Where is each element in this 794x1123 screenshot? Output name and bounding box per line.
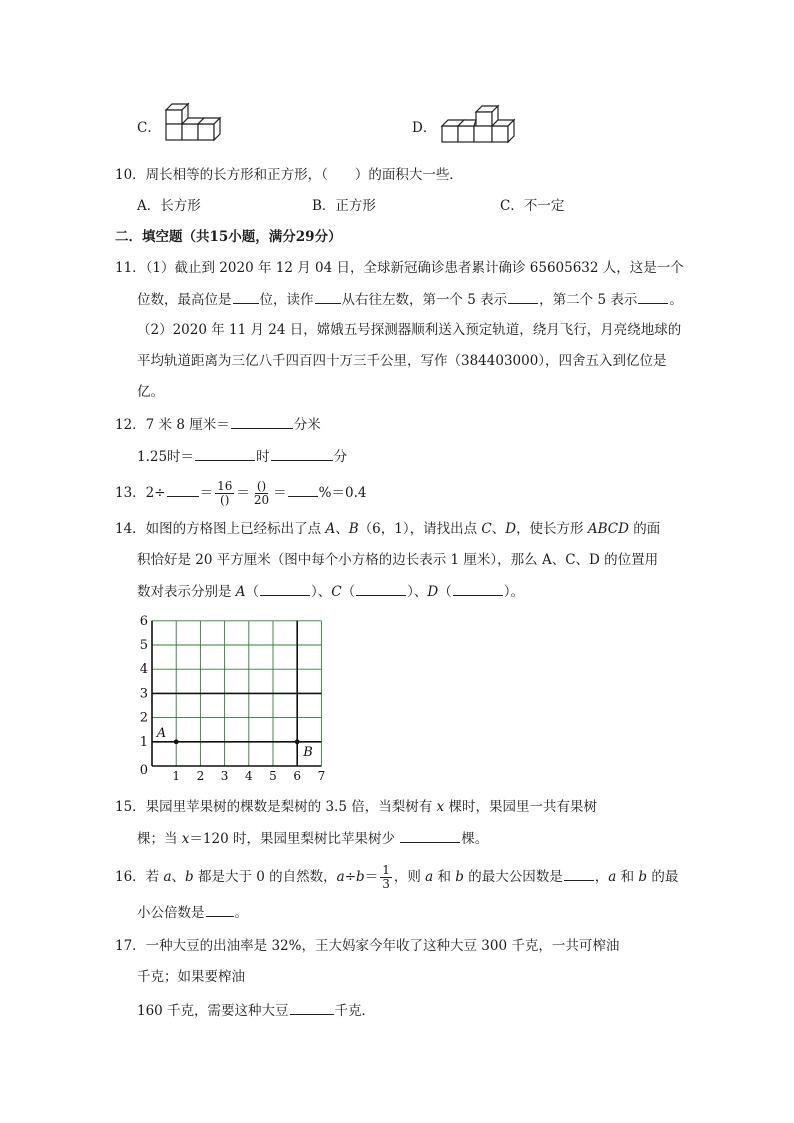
q10-option-a: A．长方形 <box>137 198 201 214</box>
x-tick-label: 6 <box>293 769 302 783</box>
q13-line: 13．2÷ ＝ $\frac{16}{()}$ ＝ $\frac{()}{20}$ ＝ %＝0.4 <box>115 479 367 507</box>
q10-option-b: B．正方形 <box>312 198 376 214</box>
x-tick-label: 2 <box>196 769 205 783</box>
q17-line-2: 千克；如果要榨油 <box>137 969 245 985</box>
x-tick-label: 5 <box>269 769 277 783</box>
y-tick-label: 3 <box>139 686 148 702</box>
x-tick-label: 3 <box>220 769 229 783</box>
pointB-label: B <box>303 744 313 760</box>
q10-option-c: C．不一定 <box>500 198 565 214</box>
x-tick-label: 7 <box>317 769 326 783</box>
q16-line-1: 16．若 a、b 都是大于 0 的自然数，a÷b＝ $\frac{1}{3}$ ，则 a 和 b 的最大公因数是 ，a 和 b 的最 <box>115 863 679 891</box>
cube-figure-d <box>438 100 522 152</box>
y-tick-label: 0 <box>139 763 148 778</box>
fraction-blank-over-20: $\frac{()}{20}$ <box>253 479 270 507</box>
q11-line-2: 位数，最高位是 位，读作 从右往左数，第一个 5 表示 ，第二个 5 表示 。 <box>137 289 683 310</box>
q14-line-1: 14．如图的方格图上已经标出了点 A、B（6，1），请找出点 C、D，使长方形 ABCD 的面 <box>115 521 661 537</box>
q17-line-3: 160 千克，需要这种大豆 千克． <box>137 1000 375 1021</box>
pointB-dot <box>295 739 300 744</box>
x-tick-label: 1 <box>172 769 181 783</box>
q16-line-2: 小公倍数是 。 <box>137 902 248 923</box>
x-tick-label: 4 <box>244 769 253 783</box>
pointA-dot <box>174 739 179 744</box>
q11-line-4: 平均轨道距离为三亿八千四百四十万三千公里，写作（384403000），四舍五入到亿位是 <box>137 353 667 369</box>
q15-line-2: 棵；当 x＝120 时，果园里梨树比苹果树少 棵。 <box>137 828 488 849</box>
y-tick-label: 5 <box>139 638 148 653</box>
fraction-16-over-blank: $\frac{16}{()}$ <box>217 479 233 507</box>
section-heading: 二．填空题（共15小题，满分29分） <box>115 229 342 245</box>
q17-line-1: 17．一种大豆的出油率是 32%，王大妈家今年收了这种大豆 300 千克，一共可榨油 <box>115 938 620 954</box>
coordinate-grid <box>136 612 332 784</box>
y-tick-label: 1 <box>139 734 148 750</box>
q12-line-1: 12．7 米 8 厘米＝ 分米 <box>115 414 321 435</box>
q12-line-2: 1.25时＝ 时 分 <box>137 446 347 467</box>
q11-line-3: （2）2020 年 11 月 24 日，嫦娥五号探测器顺利送入预定轨道，绕月飞行，月亮绕地球的 <box>137 322 682 338</box>
q11-line-5: 亿。 <box>137 384 164 400</box>
q14-line-3: 数对表示分别是 A（ ）、C（ ）、D（ ）。 <box>137 581 524 602</box>
pointA-label: A <box>156 725 167 741</box>
q14-line-2: 积恰好是 20 平方厘米（图中每个小方格的边长表示 1 厘米），那么 A、C、D 的位置用 <box>137 552 659 568</box>
q11-line-1: 11．（1）截止到 2020 年 12 月 04 日，全球新冠确诊患者累计确诊 65605632 人，这是一个 <box>115 260 684 276</box>
option-c-label: C． <box>137 120 161 136</box>
cube-figure-c <box>162 100 232 148</box>
fraction-one-third: $\frac{1}{3}$ <box>382 863 390 891</box>
y-tick-label: 6 <box>139 613 148 629</box>
option-d-label: D． <box>412 120 437 136</box>
y-tick-label: 4 <box>139 662 148 678</box>
q10-stem: 10．周长相等的长方形和正方形，（ ）的面积大一些． <box>115 167 463 183</box>
y-tick-label: 2 <box>139 710 148 726</box>
q15-line-1: 15．果园里苹果树的棵数是梨树的 3.5 倍，当梨树有 x 棵时，果园里一共有果树 <box>115 799 597 815</box>
